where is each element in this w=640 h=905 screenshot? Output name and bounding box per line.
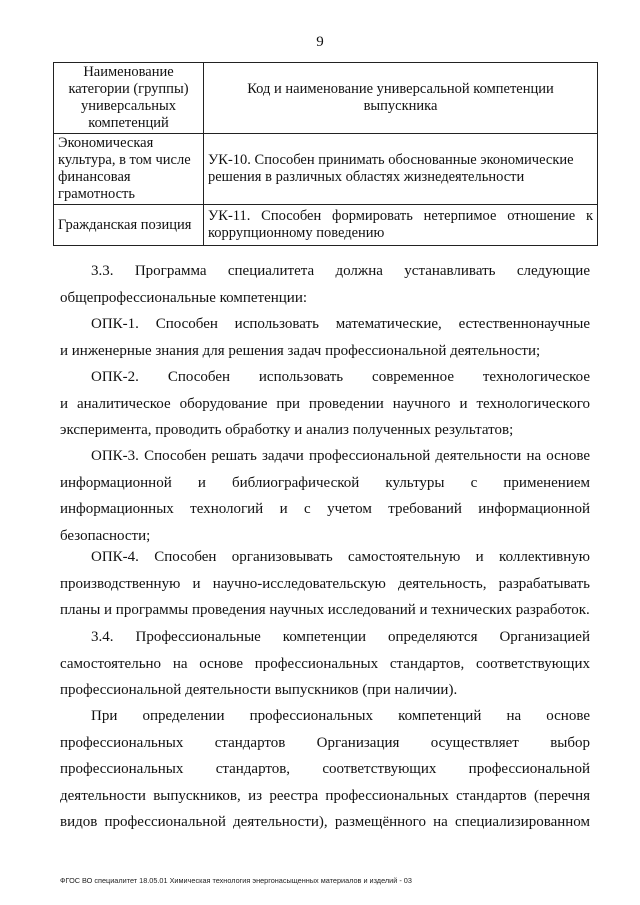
table-row bbox=[54, 134, 598, 205]
text-line: эксперимента, проводить обработку и анализ полученных результатов; bbox=[60, 422, 514, 439]
paragraph-opk-1 bbox=[60, 311, 590, 364]
text-line: видов профессиональной деятельности), размещённого на специализированном bbox=[60, 814, 590, 831]
text-line: профессиональных стандартов Организация осуществляет выбор bbox=[60, 734, 590, 751]
text-line: и аналитическое оборудование при проведении научного и технологического bbox=[60, 395, 590, 412]
text-line: информационной и библиографической культуры с применением bbox=[60, 474, 590, 491]
paragraph-opk-3 bbox=[60, 443, 590, 549]
table-row bbox=[54, 205, 598, 246]
text-line: информационных технологий и с учетом требований информационной bbox=[60, 501, 590, 518]
paragraph-3-4 bbox=[60, 624, 590, 704]
text-line: ОПК-1. Способен использовать математические, естественнонаучные bbox=[91, 316, 590, 332]
page-number: 9 bbox=[316, 34, 324, 50]
page-footer: ФГОС ВО специалитет 18.05.01 Химическая технология энергонасыщенных материалов и изделий - 03 bbox=[60, 876, 412, 885]
text-line: самостоятельно на основе профессиональных стандартов, соответствующих bbox=[60, 655, 590, 672]
text-line: и инженерные знания для решения задач профессиональной деятельности; bbox=[60, 342, 541, 359]
text-line: безопасности; bbox=[60, 527, 151, 544]
text-line: планы и программы проведения научных исследований и технических разработок. bbox=[60, 602, 590, 619]
table-header-row bbox=[54, 63, 598, 134]
text-line: При определении профессиональных компетенций на основе bbox=[91, 708, 590, 724]
text-line: профессиональной деятельности выпускников (при наличии). bbox=[60, 682, 458, 699]
text-line: профессиональных стандартов, соответствующих профессиональной bbox=[60, 761, 590, 778]
row-competence: УК-10. Способен принимать обоснованные экономические решения в различных областях жизнедеятельности bbox=[204, 134, 598, 205]
text-line: деятельности выпускников, из реестра профессиональных стандартов (перечня bbox=[60, 787, 590, 804]
text-line: ОПК-4. Способен организовывать самостоятельную и коллективную bbox=[91, 549, 590, 565]
row-category: Гражданская позиция bbox=[54, 205, 204, 246]
row-category: Экономическая культура, в том числе финансовая грамотность bbox=[54, 134, 204, 205]
text-line: производственную и научно-исследовательскую деятельность, разрабатывать bbox=[60, 575, 590, 592]
row-competence: УК-11. Способен формировать нетерпимое отношение к коррупционному поведению bbox=[204, 205, 598, 246]
text-line: 3.4. Профессиональные компетенции определяются Организацией bbox=[91, 629, 590, 645]
paragraph-3-3 bbox=[60, 258, 590, 311]
header-category: Наименование категории (группы) универсальных компетенций bbox=[54, 63, 204, 134]
paragraph-opk-4 bbox=[60, 544, 590, 624]
text-line: ОПК-3. Способен решать задачи профессиональной деятельности на основе bbox=[91, 448, 590, 464]
header-competence: Код и наименование универсальной компетенции выпускника bbox=[204, 63, 598, 134]
paragraph-pri-opredelenii bbox=[60, 703, 590, 836]
text-line: общепрофессиональные компетенции: bbox=[60, 289, 308, 306]
text-line: 3.3. Программа специалитета должна устанавливать следующие bbox=[91, 263, 590, 279]
text-line: ОПК-2. Способен использовать современное технологическое bbox=[91, 369, 590, 385]
competence-table bbox=[53, 62, 598, 246]
paragraph-opk-2 bbox=[60, 364, 590, 444]
